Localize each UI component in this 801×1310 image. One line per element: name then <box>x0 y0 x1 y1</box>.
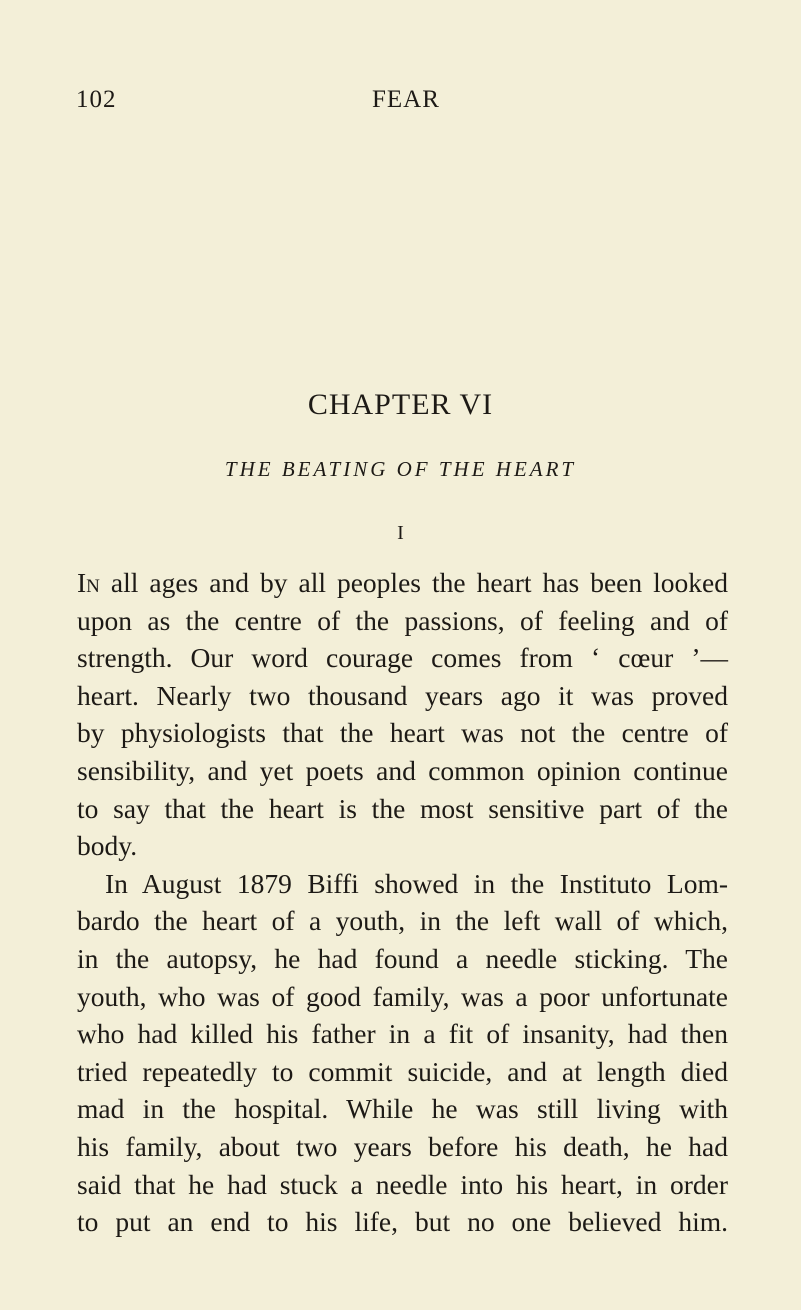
section-number: I <box>397 522 404 544</box>
running-head <box>76 86 726 120</box>
text-line: who had killed his father in a fit of insanity, had then <box>77 1018 728 1050</box>
text-line <box>77 564 728 602</box>
drop-lead-word: In <box>77 567 100 598</box>
text-line: said that he had stuck a needle into his heart, in order <box>77 1168 728 1200</box>
body-text <box>77 564 728 1241</box>
text-line: body. <box>77 830 138 862</box>
text-line: by physiologists that the heart was not the centre of <box>77 717 728 749</box>
text-line: mad in the hospital. While he was still living with <box>77 1093 728 1125</box>
text-line: upon as the centre of the passions, of feeling and of <box>77 604 728 636</box>
running-title: FEAR <box>372 86 440 113</box>
text-line: heart. Nearly two thousand years ago it was proved <box>77 679 728 711</box>
paragraph-1 <box>77 564 728 865</box>
text-line-content: all ages and by all peoples the heart has been looked <box>99 567 728 598</box>
text-line: to put an end to his life, but no one believed him. <box>77 1206 728 1238</box>
paragraph-2 <box>77 865 728 1241</box>
page-number: 102 <box>76 86 117 113</box>
text-line: to say that the heart is the most sensitive part of the <box>77 792 728 824</box>
text-line: bardo the heart of a youth, in the left wall of which, <box>77 905 728 937</box>
text-line: sensibility, and yet poets and common opinion continue <box>77 754 728 786</box>
text-line: strength. Our word courage comes from ‘ cœur ’— <box>77 642 728 674</box>
text-line: In August 1879 Biffi showed in the Instituto Lom- <box>105 867 728 899</box>
chapter-heading: CHAPTER VI <box>307 388 494 421</box>
text-line: in the autopsy, he had found a needle sticking. The <box>77 942 728 974</box>
chapter-title: THE BEATING OF THE HEART <box>224 457 577 481</box>
text-line: tried repeatedly to commit suicide, and at length died <box>77 1055 728 1087</box>
text-line: his family, about two years before his death, he had <box>77 1130 728 1162</box>
text-line: youth, who was of good family, was a poor unfortunate <box>77 980 728 1012</box>
